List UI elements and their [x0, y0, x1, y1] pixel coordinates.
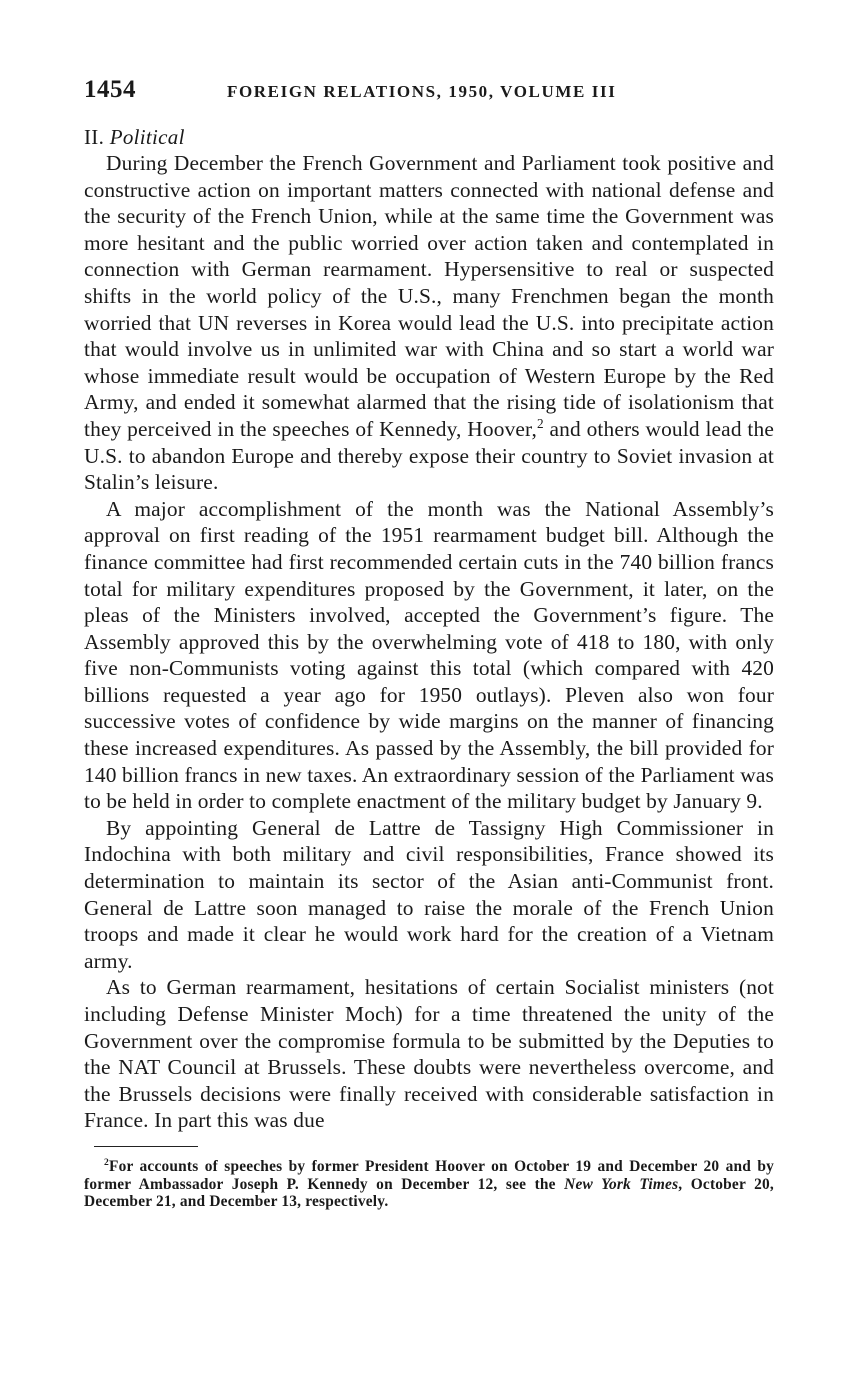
- footnote-reference: 2: [536, 415, 544, 431]
- body-text: [84, 150, 774, 1134]
- paragraph-text: and others would lead the U.S. to abandon Europe and thereby expose their country to Soviet invasion at Stalin’s leisure.: [84, 416, 774, 495]
- footnote-text: , October 20, December 21, and December 13, respectively.: [84, 1175, 774, 1211]
- paragraph-text: During December the French Government and Parliament took positive and constructive action on important matters connected with national defense and the security of the French Union, while at the same time the Government was more hesitant and the public worried over action taken and contemplated in connection with German rearmament. Hypersensitive to real or suspected shifts in the world policy of the U.S., many Frenchmen began the month worried that UN reverses in Korea would lead the U.S. into precipitate action that would involve us in unlimited war with China and so start a world war whose immediate result would be occupation of Western Europe by the Red Army, and ended it somewhat alarmed that the rising tide of isolationism that they perceived in the speeches of Kennedy, Hoover,: [84, 151, 774, 441]
- section-heading: [84, 124, 774, 150]
- paragraph: [84, 150, 774, 496]
- page-header: [84, 76, 774, 110]
- paragraph: A major accomplishment of the month was the National Assembly’s approval on first reading of the 1951 rearmament budget bill. Although the finance committee had first recommended certain cuts in the 740 billion francs total for military expenditures proposed by the Government, it later, on the pleas of the Ministers involved, accepted the Government’s figure. The Assembly approved this by the overwhelming vote of 418 to 180, with only five non-Communists voting against this total (which compared with 420 billions requested a year ago for 1950 outlays). Pleven also won four successive votes of confidence by wide margins on the manner of financing these increased expenditures. As passed by the Assembly, the bill provided for 140 billion francs in new taxes. An extraordinary session of the Parliament was to be held in order to complete enactment of the military budget by January 9.: [84, 496, 774, 814]
- footnote: [84, 1158, 774, 1211]
- paragraph: By appointing General de Lattre de Tassigny High Commissioner in Indochina with both military and civil responsibilities, France showed its determination to maintain its sector of the Asian anti-Communist front. General de Lattre soon managed to raise the morale of the French Union troops and made it clear he would work hard for the creation of a Vietnam army.: [84, 815, 774, 973]
- page-number: 1454: [84, 76, 136, 103]
- section-title: Political: [109, 125, 185, 149]
- document-page: [84, 76, 774, 1211]
- footnote-text: For accounts of speeches by former President Hoover on October 19 and December 20 and by former Ambassador Joseph P. Kennedy on December 12, see the: [84, 1157, 774, 1193]
- footnote-publication: New York Times: [564, 1175, 679, 1193]
- paragraph: As to German rearmament, hesitations of certain Socialist ministers (not including Defense Minister Moch) for a time threatened the unity of the Government over the compromise formula to be submitted by the Deputies to the NAT Council at Brussels. These doubts were nevertheless overcome, and the Brussels decisions were finally received with considerable satisfaction in France. In part this was due: [84, 975, 774, 1133]
- footnote-divider: [94, 1146, 198, 1147]
- running-head: FOREIGN RELATIONS, 1950, VOLUME III: [227, 82, 617, 101]
- footnote-marker: 2: [104, 1156, 109, 1168]
- section-numeral: II.: [84, 125, 105, 149]
